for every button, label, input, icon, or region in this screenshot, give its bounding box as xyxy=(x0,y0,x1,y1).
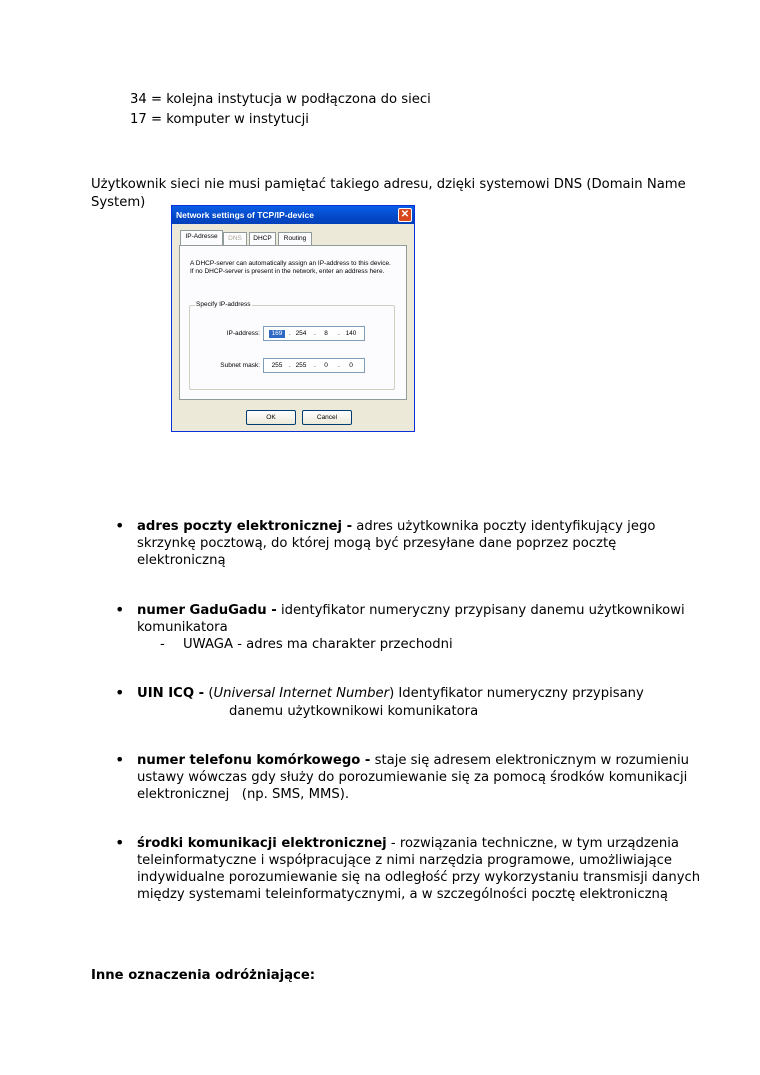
uin-term: UIN ICQ - xyxy=(137,686,205,701)
means-desc-2: teleinformatyczne i współpracujące z nimi narzędzia programowe, umożliwiające xyxy=(137,853,672,868)
tab-dhcp[interactable]: DHCP xyxy=(249,232,276,245)
legend-line-2 xyxy=(130,111,309,128)
means-line-1 xyxy=(137,835,679,852)
ok-button[interactable]: OK xyxy=(246,410,296,425)
phone-desc-1: staje się adresem elektronicznym w rozumieniu xyxy=(374,753,690,768)
uin-expansion: Universal Internet Number xyxy=(213,686,390,701)
means-desc-3: indywidualne porozumiewanie się na odległość przy wykorzystaniu transmisji danych xyxy=(137,870,701,885)
email-term: adres poczty elektronicznej - xyxy=(137,519,353,534)
legend-line-1 xyxy=(130,91,431,108)
means-desc-4: między systemami teleinformatycznymi, a w szczególności pocztę elektroniczną xyxy=(137,887,668,902)
phone-desc-3: elektronicznej (np. SMS, MMS). xyxy=(137,787,350,802)
legend-equals: = xyxy=(150,92,163,107)
tcpip-settings-dialog xyxy=(171,205,415,432)
ip-address-label: IP-address: xyxy=(226,330,260,337)
ip-address-field[interactable]: 169 . 254 . 8 . 140 xyxy=(263,326,365,341)
bullet-icon: • xyxy=(115,683,125,702)
mask-octet-1: 255 xyxy=(271,362,283,369)
uin-desc-1: ) Identyfikator numeryczny przypisany xyxy=(389,686,644,701)
mask-octet-2: 255 xyxy=(295,362,307,369)
ip-octet-2: 254 xyxy=(295,330,307,337)
gg-desc-2: komunikatora xyxy=(137,620,228,635)
bullet-icon: • xyxy=(115,833,125,852)
group-label: Specify IP-address xyxy=(196,301,251,308)
gg-line-1 xyxy=(137,602,685,619)
uin-open-paren: ( xyxy=(208,686,214,701)
email-desc-1: adres użytkownika poczty identyfikujący jego xyxy=(356,519,656,534)
phone-term: numer telefonu komórkowego - xyxy=(137,753,371,768)
legend-equals: = xyxy=(150,112,163,127)
intro-line-1: Użytkownik sieci nie musi pamiętać takiego adresu, dzięki systemowi DNS (Domain Name xyxy=(91,177,686,192)
legend-number: 17 xyxy=(130,112,147,127)
tab-ip-adresse[interactable]: IP-Adresse xyxy=(180,230,223,245)
bullet-icon: • xyxy=(115,516,125,535)
gg-desc-1: identyfikator numeryczny przypisany danemu użytkownikowi xyxy=(280,603,685,618)
email-desc-2: skrzynkę pocztową, do której mogą być przesyłane dane poprzez pocztę xyxy=(137,536,617,551)
bullet-icon: • xyxy=(115,600,125,619)
close-icon[interactable]: ✕ xyxy=(398,208,412,222)
gg-sub-note: UWAGA - adres ma charakter przechodni xyxy=(183,637,453,652)
means-term: środki komunikacji elektronicznej xyxy=(137,836,387,851)
tab-routing[interactable]: Routing xyxy=(278,232,312,245)
subnet-mask-label: Subnet mask: xyxy=(220,362,260,369)
tab-dns[interactable]: DNS xyxy=(223,232,247,245)
legend-number: 34 xyxy=(130,92,147,107)
intro-line-2: System) xyxy=(91,195,146,210)
ip-octet-1: 169 xyxy=(269,330,285,338)
specify-ip-group xyxy=(189,301,395,390)
dialog-title: Network settings of TCP/IP-device xyxy=(172,206,414,224)
ip-octet-3: 8 xyxy=(324,330,328,337)
legend-text: kolejna instytucja w podłączona do sieci xyxy=(166,92,431,107)
mask-octet-4: 0 xyxy=(349,362,353,369)
gg-term: numer GaduGadu - xyxy=(137,603,277,618)
bullet-icon: • xyxy=(115,750,125,769)
subnet-mask-field[interactable]: 255 . 255 . 0 . 0 xyxy=(263,358,365,373)
mask-octet-3: 0 xyxy=(324,362,328,369)
gg-sub-dash: - xyxy=(160,637,165,652)
email-line-1 xyxy=(137,518,655,535)
dialog-info-text: A DHCP-server can automatically assign an IP-address to this device. If no DHCP-server is present in the network, enter an address here. xyxy=(190,260,391,275)
email-desc-3: elektroniczną xyxy=(137,553,226,568)
legend-text: komputer w instytucji xyxy=(166,112,309,127)
section-heading: Inne oznaczenia odróżniające: xyxy=(91,968,316,983)
tab-panel xyxy=(179,245,407,400)
uin-desc-2: danemu użytkownikowi komunikatora xyxy=(229,704,479,719)
phone-desc-2: ustawy wówczas gdy służy do porozumiewanie się za pomocą środków komunikacji xyxy=(137,770,688,785)
phone-line-1 xyxy=(137,752,689,769)
cancel-button[interactable]: Cancel xyxy=(302,410,352,425)
means-desc-1: - rozwiązania techniczne, w tym urządzenia xyxy=(390,836,680,851)
uin-line-1 xyxy=(137,685,644,702)
ip-octet-4: 140 xyxy=(345,330,357,337)
